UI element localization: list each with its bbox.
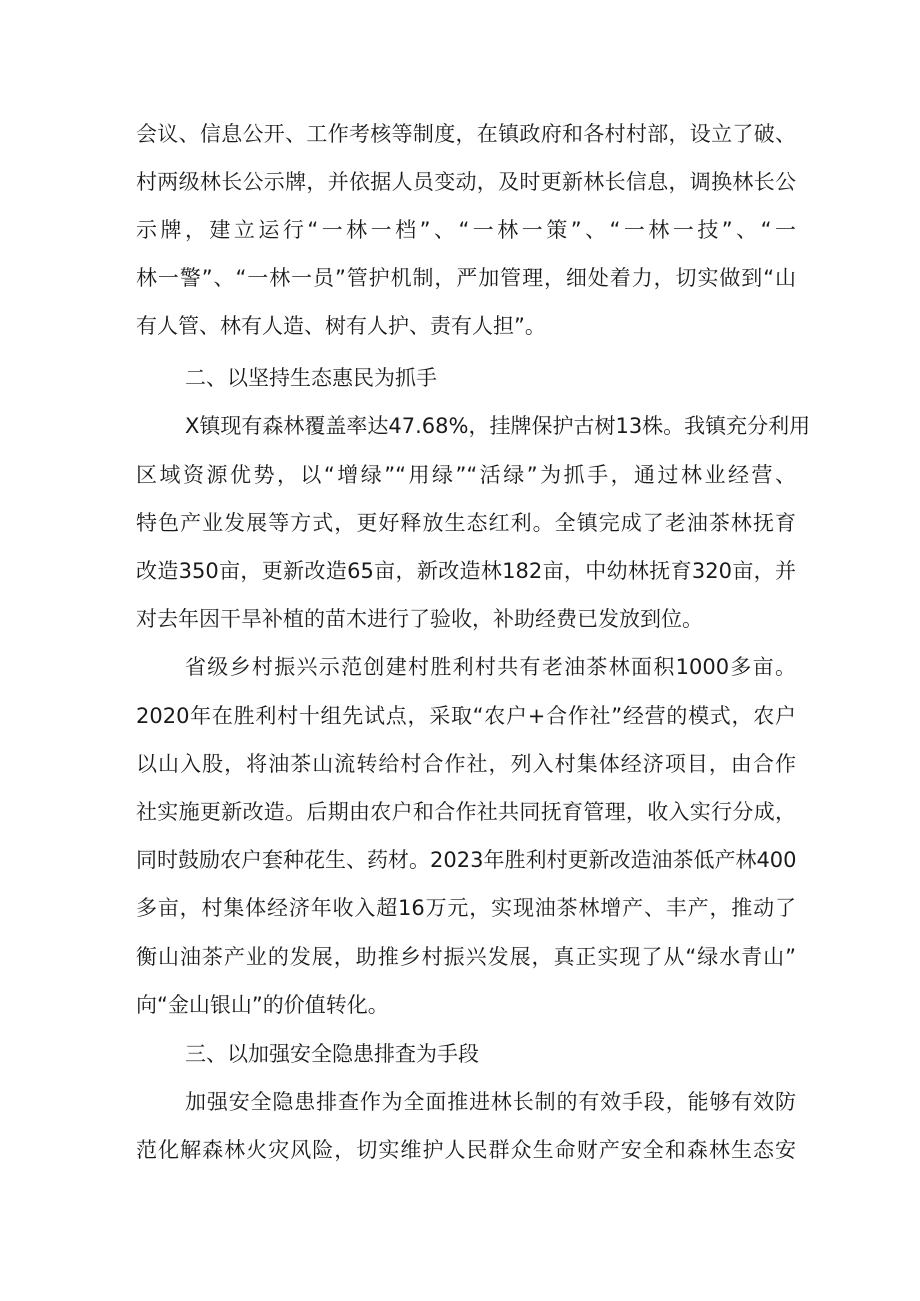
text-line: 对去年因干旱补植的苗木进行了验收，补助经费已发放到位。: [136, 607, 703, 631]
text-line: 衡山油茶产业的发展，助推乡村振兴发展，真正实现了从“绿水青山”: [136, 945, 796, 969]
text-line: 社实施更新改造。后期由农户和合作社共同抚育管理，收入实行分成，: [136, 800, 796, 824]
text-line: 向“金山银山”的价值转化。: [136, 993, 389, 1017]
text-line: 有人管、林有人造、树有人护、责有人担”。: [136, 314, 546, 338]
text-line: X镇现有森林覆盖率达47.68%，挂牌保护古树13株。我镇充分利用: [185, 414, 811, 438]
text-line: 示牌，建立运行“一林一档”、“一林一策”、“一林一技”、“一: [136, 218, 796, 242]
text-line: 以山入股，将油茶山流转给村合作社，列入村集体经济项目，由合作: [136, 752, 796, 776]
section-heading: 二、以坚持生态惠民为抓手: [185, 366, 437, 390]
text-line: 特色产业发展等方式，更好释放生态红利。全镇完成了老油茶林抚育: [136, 511, 796, 535]
text-line: 林一警”、“一林一员”管护机制，严加管理，细处着力，切实做到“山: [136, 266, 796, 290]
text-line: 多亩，村集体经济年收入超16万元，实现油茶林增产、丰产，推动了: [136, 896, 796, 920]
text-line: 村两级林长公示牌，并依据人员变动，及时更新林长信息，调换林长公: [136, 170, 796, 194]
text-line: 范化解森林火灾风险，切实维护人民群众生命财产安全和森林生态安: [136, 1138, 796, 1162]
text-line: 改造350亩，更新改造65亩，新改造林182亩，中幼林抚育320亩，并: [136, 559, 796, 583]
text-line: 省级乡村振兴示范创建村胜利村共有老油茶林面积1000多亩。: [185, 655, 796, 679]
text-line: 会议、信息公开、工作考核等制度，在镇政府和各村村部，设立了破、: [136, 122, 796, 146]
section-heading: 三、以加强安全隐患排査为手段: [185, 1042, 479, 1066]
text-line: 2020年在胜利村十组先试点，采取“农户+合作社”经营的模式，农户: [136, 704, 796, 728]
text-line: 同时鼓励农户套种花生、药材。2023年胜利村更新改造油茶低产林400: [136, 848, 797, 872]
text-line: 加强安全隐患排查作为全面推进林长制的有效手段，能够有效防: [185, 1090, 796, 1114]
text-line: 区域资源优势，以“增绿”“用绿”“活绿”为抓手，通过林业经营、: [136, 463, 796, 487]
